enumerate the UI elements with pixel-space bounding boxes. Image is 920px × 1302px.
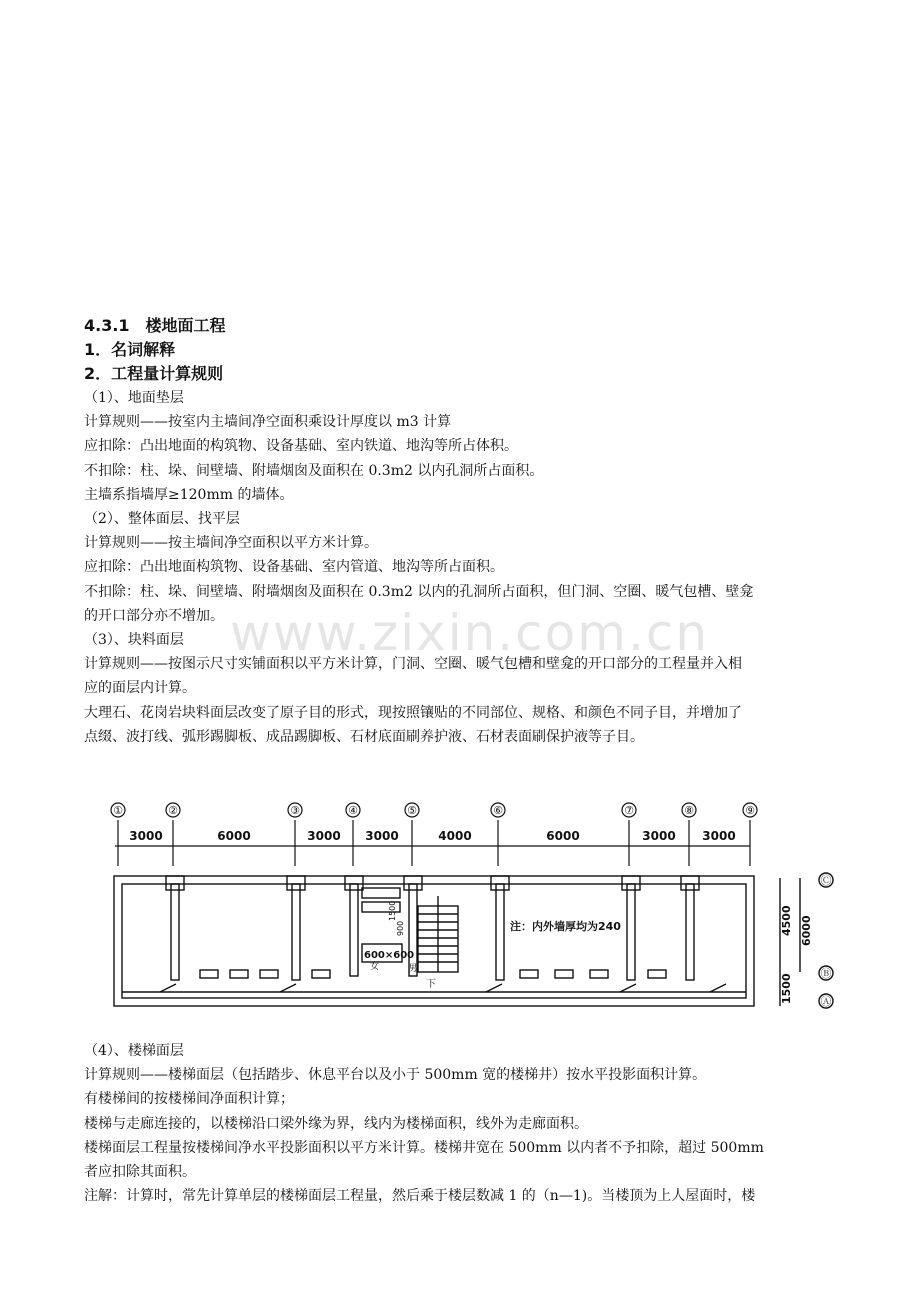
watermark: www.zixin.com.cn — [230, 604, 710, 662]
paragraph-line: （3）、块料面层 — [84, 632, 184, 649]
dimension-label: 4000 — [438, 829, 472, 843]
subheading-terms: 1．名词解释 — [84, 340, 176, 359]
paragraph-line: 楼梯与走廊连接的，以楼梯沿口梁外缘为界，线内为楼梯面积，线外为走廊面积。 — [84, 1115, 588, 1132]
paragraph-line: 计算规则——按室内主墙间净空面积乘设计厚度以 m3 计算 — [84, 414, 452, 431]
section-floor-works — [84, 314, 854, 749]
floor-plan-drawing — [100, 796, 850, 1018]
axis-label: ⑤ — [407, 804, 417, 817]
side-dimension: 1500 — [780, 973, 793, 1004]
axis-label: ④ — [348, 804, 358, 817]
wc-dimension: 900 — [396, 920, 405, 936]
paragraph-line: 主墙系指墙厚≥120mm 的墙体。 — [84, 486, 294, 503]
building-walls — [114, 873, 833, 1008]
paragraph-line: 者应扣除其面积。 — [84, 1164, 196, 1181]
paragraph-line: 应的面层内计算。 — [84, 680, 196, 697]
paragraph-line: 不扣除：柱、垛、间壁墙、附墙烟囱及面积在 0.3m2 以内孔洞所占面积。 — [84, 462, 544, 479]
paragraph-line: 的开口部分亦不增加。 — [84, 607, 224, 624]
paragraph-line: 大理石、花岗岩块料面层改变了原子目的形式，现按照镶贴的不同部位、规格、和颜色不同子目，并增加了 — [84, 704, 742, 721]
paragraph-line: 计算规则——按主墙间净空面积以平方米计算。 — [84, 535, 378, 552]
stair-down-label: 下 — [426, 979, 436, 990]
plan-note: 注：内外墙厚均为240 — [510, 920, 621, 933]
axis-label: ② — [168, 804, 178, 817]
dimension-label: 3000 — [307, 829, 341, 843]
row-axis-label: Ⓒ — [820, 874, 832, 887]
dimension-label: 6000 — [217, 829, 251, 843]
dimension-label: 3000 — [702, 829, 736, 843]
side-dimension: 4500 — [780, 905, 793, 936]
paragraph-line: （4）、楼梯面层 — [84, 1043, 184, 1059]
axis-label: ⑥ — [493, 804, 503, 817]
paragraph-line: （1）、地面垫层 — [84, 390, 184, 406]
paragraph-line: （2）、整体面层、找平层 — [84, 511, 240, 528]
row-axis-label: Ⓐ — [820, 995, 832, 1008]
axis-label: ③ — [290, 804, 300, 817]
paragraph-line: 计算规则——按图示尺寸实铺面积以平方米计算，门洞、空圈、暖气包槽和壁龛的开口部分的工程量并入相 — [84, 656, 742, 673]
side-dimension: 6000 — [800, 915, 813, 946]
axis-label: ⑨ — [745, 804, 755, 817]
paragraph-line: 不扣除：柱、垛、间壁墙、附墙烟囱及面积在 0.3m2 以内的孔洞所占面积，但门洞、空圈、暖气包槽、壁龛 — [84, 583, 754, 600]
wc-dimension: 600×600 — [364, 950, 415, 961]
axis-label: ⑦ — [624, 804, 634, 817]
section-heading: 4.3.1 楼地面工程 — [84, 316, 226, 335]
wc-label-female: 女 — [370, 962, 380, 972]
section-stair-surface — [84, 1039, 854, 1208]
dimension-label: 3000 — [365, 829, 399, 843]
subheading-rules: 2．工程量计算规则 — [84, 364, 224, 383]
paragraph-line: 楼梯面层工程量按楼梯间净水平投影面积以平方米计算。楼梯井宽在 500mm 以内者不予扣除，超过 500mm — [84, 1139, 764, 1156]
paragraph-line: 点缀、波打线、弧形踢脚板、成品踢脚板、石材底面刷养护液、石材表面刷保护液等子目。 — [84, 728, 644, 745]
dimension-label: 6000 — [546, 829, 580, 843]
wc-dimension: 1500 — [388, 900, 397, 921]
wc-label-male: 男 — [408, 964, 418, 974]
axis-label: ⑧ — [684, 804, 694, 817]
paragraph-line: 有楼梯间的按楼梯间净面积计算； — [84, 1091, 294, 1108]
paragraph-line: 应扣除：凸出地面的构筑物、设备基础、室内铁道、地沟等所占体积。 — [84, 438, 518, 455]
dimension-label: 3000 — [129, 829, 163, 843]
axis-label: ① — [113, 804, 123, 817]
dimension-label: 3000 — [642, 829, 676, 843]
row-axis-label: Ⓑ — [820, 967, 832, 980]
paragraph-line: 应扣除：凸出地面构筑物、设备基础、室内管道、地沟等所占面积。 — [84, 559, 504, 576]
paragraph-line: 计算规则——楼梯面层（包括踏步、休息平台以及小于 500mm 宽的楼梯井）按水平投影面积计算。 — [84, 1067, 707, 1084]
paragraph-line: 注解：计算时，常先计算单层的楼梯面层工程量，然后乘于楼层数减 1 的（n—1)。当楼顶为上人屋面时，楼 — [84, 1188, 756, 1205]
